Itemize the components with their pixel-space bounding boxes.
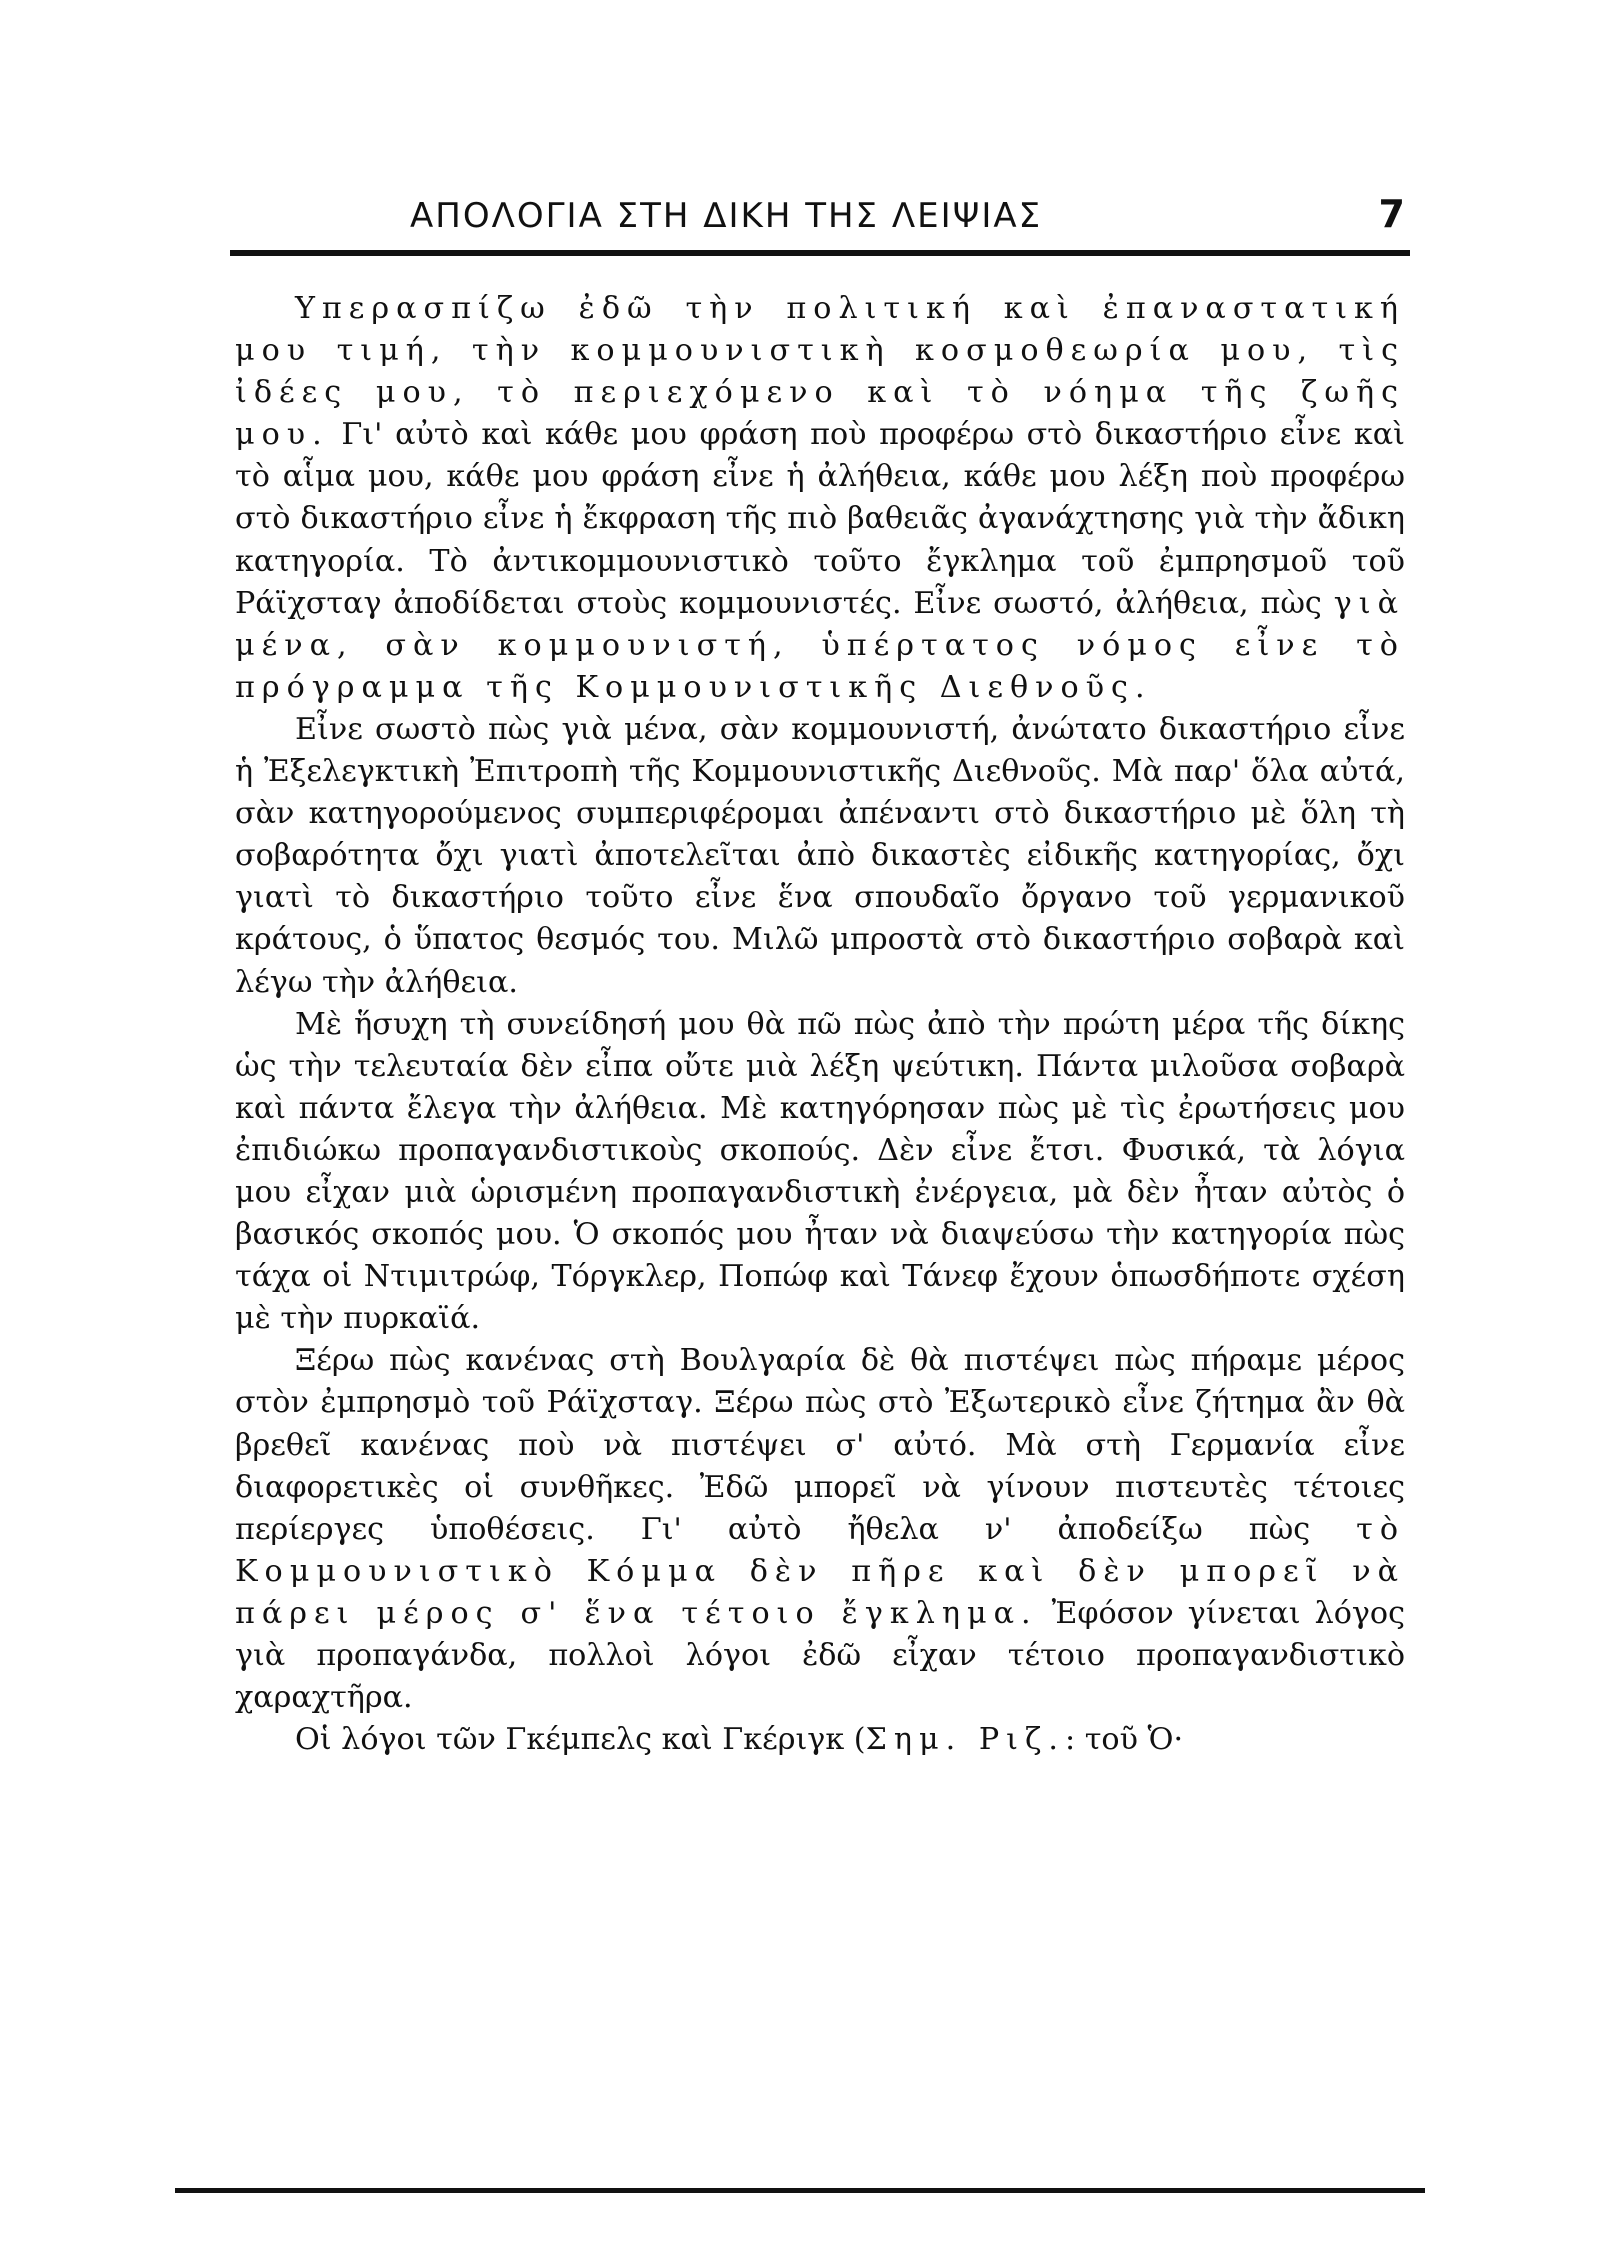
paragraph-4 xyxy=(235,1340,1405,1719)
bottom-rule xyxy=(175,2188,1425,2193)
paragraph-1 xyxy=(235,288,1405,709)
paragraph-5 xyxy=(235,1719,1405,1761)
paragraph-3 xyxy=(235,1004,1405,1341)
paragraph-5-text: Οἱ λόγοι τῶν Γκέμπελς καὶ Γκέριγκ ( xyxy=(295,1722,866,1758)
paragraph-1-spaced-lead: Υπερασπίζω ἐδῶ τὴν πολιτική καὶ ἐπαναστατική μου τιμή, τὴν κομμουνιστικὴ κοσμοθεωρία μου, τὶς ἰδέες μου, τὸ περιεχόμενο καὶ τὸ νόημα τῆς ζωῆς μου. xyxy=(235,291,1405,453)
body-text xyxy=(235,288,1405,1761)
paragraph-5-spaced-tail: Σημ. Ριζ. xyxy=(865,1722,1065,1758)
paragraph-4-spaced-tail: τὸ Κομμουνιστικὸ Κόμμα δὲν πῆρε καὶ δὲν μπορεῖ νὰ πάρει μέρος σ' ἕνα τέτοιο ἔγκλημα. xyxy=(235,1511,1405,1631)
paragraph-4-text: Ξέρω πὼς κανένας στὴ Βουλγαρία δὲ θὰ πιστέψει πὼς πήραμε μέρος στὸν ἐμπρησμὸ τοῦ Ράϊχσταγ. Ξέρω πὼς στὸ Ἐξωτερικὸ εἶνε ζήτημα ἂν θὰ βρεθεῖ κανένας ποὺ νὰ πιστέψει σ' αὐτό. Μὰ στὴ Γερμανία εἶνε διαφορετικὲς οἱ συνθῆκες. Ἐδῶ μπορεῖ νὰ γίνουν πιστευτὲς τέτοιες περίεργες ὑποθέσεις. Γι' αὐτὸ ἤθελα ν' ἀποδείξω πὼς xyxy=(235,1343,1405,1547)
header-rule xyxy=(230,250,1410,256)
paragraph-2-text: Εἶνε σωστὸ πὼς γιὰ μένα, σὰν κομμουνιστή, ἀνώτατο δικαστήριο εἶνε ἡ Ἐξελεγκτικὴ Ἐπιτροπὴ τῆς Κομμουνιστικῆς Διεθνοῦς. Μὰ παρ' ὅλα αὐτά, σὰν κατηγορούμενος συμπεριφέρομαι ἀπέναντι στὸ δικαστήριο μὲ ὅλη τὴ σοβαρότητα ὄχι γιατὶ ἀποτελεῖται ἀπὸ δικαστὲς εἰδικῆς κατηγορίας, ὄχι γιατὶ τὸ δικαστήριο τοῦτο εἶνε ἕνα σπουδαῖο ὄργανο τοῦ γερμανικοῦ κράτους, ὁ ὕπατος θεσμός του. Μιλῶ μπροστὰ στὸ δικαστήριο σοβαρὰ καὶ λέγω τὴν ἀλήθεια. xyxy=(235,711,1405,1000)
running-title: ΑΠΟΛΟΓΙΑ ΣΤΗ ΔΙΚΗ ΤΗΣ ΛΕΙΨΙΑΣ xyxy=(410,196,1043,236)
page-number: 7 xyxy=(1378,192,1405,236)
paragraph-4-after-spaced: Ἐφόσον γίνεται λόγος γιὰ προπαγάνδα, πολλοὶ λόγοι ἐδῶ εἶχαν τέτοιο προπαγανδιστικὸ χαραχτῆρα. xyxy=(235,1595,1405,1716)
paragraph-3-text: Μὲ ἥσυχη τὴ συνείδησή μου θὰ πῶ πὼς ἀπὸ τὴν πρώτη μέρα τῆς δίκης ὡς τὴν τελευταία δὲν εἶπα οὔτε μιὰ λέξη ψεύτικη. Πάντα μιλοῦσα σοβαρὰ καὶ πάντα ἔλεγα τὴν ἀλήθεια. Μὲ κατηγόρησαν πὼς μὲ τὶς ἐρωτήσεις μου ἐπιδιώκω προπαγανδιστικοὺς σκοπούς. Δὲν εἶνε ἔτσι. Φυσικά, τὰ λόγια μου εἶχαν μιὰ ὡρισμένη προπαγανδιστικὴ ἐνέργεια, μὰ δὲν ἦταν αὐτὸς ὁ βασικός σκοπός μου. Ὁ σκοπός μου ἦταν νὰ διαψεύσω τὴν κατηγορία πὼς τάχα οἱ Ντιμιτρώφ, Τόργκλερ, Ποπώφ καὶ Τάνεφ ἔχουν ὁπωσδήποτε σχέση μὲ τὴν πυρκαϊά. xyxy=(235,1006,1405,1337)
paragraph-5-after-spaced: : τοῦ Ὁ· xyxy=(1064,1722,1184,1758)
paragraph-1-text: Γι' αὐτὸ καὶ κάθε μου φράση ποὺ προφέρω στὸ δικαστήριο εἶνε καὶ τὸ αἷμα μου, κάθε μου φράση εἶνε ἡ ἀλήθεια, κάθε μου λέξη ποὺ προφέρω στὸ δικαστήριο εἶνε ἡ ἔκφραση τῆς πιὸ βαθειᾶς ἀγανάχτησης γιὰ τὴν ἄδικη κατηγορία. Τὸ ἀντικομμουνιστικὸ τοῦτο ἔγκλημα τοῦ ἐμπρησμοῦ τοῦ Ράϊχσταγ ἀποδίδεται στοὺς κομμουνιστές. Εἶνε σωστό, ἀλήθεια, πὼς xyxy=(235,417,1405,621)
paragraph-1-spaced-tail: γιὰ μένα, σὰν κομμουνιστή, ὑπέρτατος νόμος εἶνε τὸ πρόγραμμα τῆς Κομμουνιστικῆς Διεθνοῦς. xyxy=(235,585,1405,705)
page-header xyxy=(235,186,1405,246)
paragraph-2 xyxy=(235,709,1405,1004)
